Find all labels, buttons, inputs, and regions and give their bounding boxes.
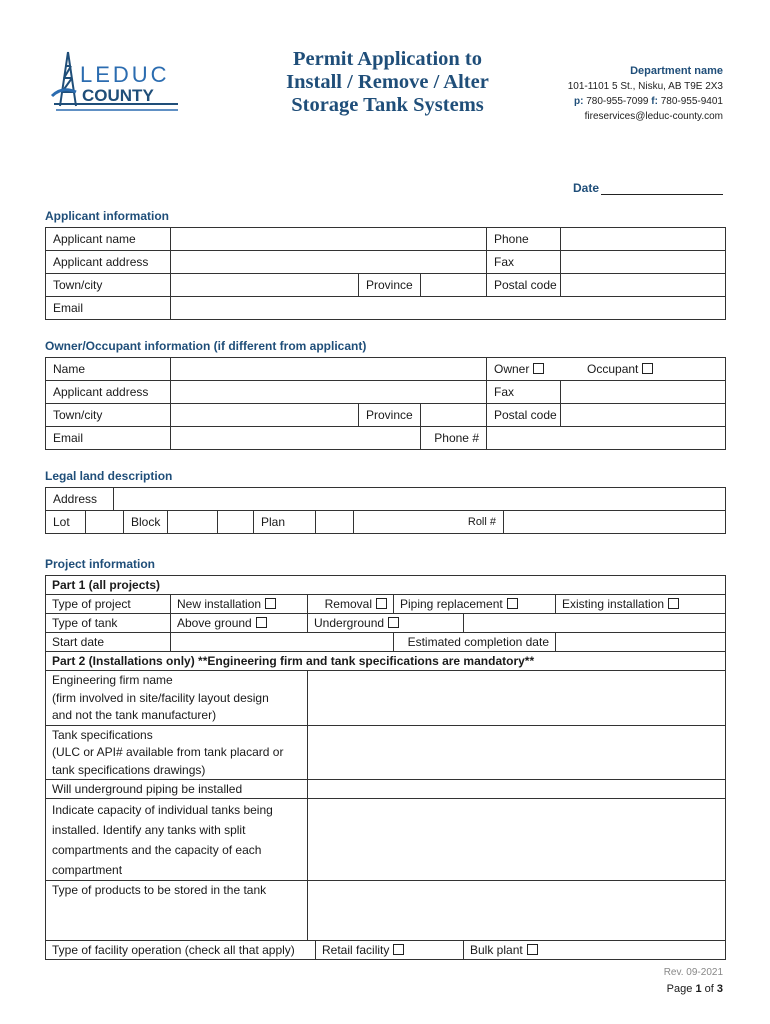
owner-postal-label: Postal code bbox=[487, 404, 561, 427]
applicant-address-field[interactable] bbox=[171, 251, 487, 274]
page-total: 3 bbox=[716, 983, 723, 995]
existing-installation-option bbox=[556, 595, 726, 614]
page-of: of bbox=[704, 983, 714, 995]
type-tank-spacer bbox=[464, 614, 726, 633]
owner-phone-label: Phone # bbox=[421, 427, 487, 450]
owner-province-field[interactable] bbox=[421, 404, 487, 427]
page-number bbox=[667, 983, 723, 995]
applicant-town-label: Town/city bbox=[46, 274, 171, 297]
occupant-label: Occupant bbox=[587, 362, 639, 376]
removal-option bbox=[308, 595, 394, 614]
applicant-address-label: Applicant address bbox=[46, 251, 171, 274]
logo-text-leduc: LEDUC bbox=[80, 62, 170, 87]
owner-email-field[interactable] bbox=[171, 427, 421, 450]
fax-prefix: f: bbox=[651, 96, 658, 107]
owner-postal-field[interactable] bbox=[561, 404, 726, 427]
new-installation-checkbox[interactable] bbox=[265, 598, 276, 609]
eng-firm-line-3: and not the tank manufacturer) bbox=[52, 708, 217, 722]
owner-email-label: Email bbox=[46, 427, 171, 450]
above-ground-label: Above ground bbox=[177, 616, 252, 630]
owner-heading: Owner/Occupant information (if different from applicant) bbox=[45, 339, 367, 353]
applicant-heading: Applicant information bbox=[45, 209, 169, 223]
applicant-name-label: Applicant name bbox=[46, 228, 171, 251]
applicant-table bbox=[45, 227, 726, 320]
owner-province-label: Province bbox=[359, 404, 421, 427]
department-phone: 780-955-7099 bbox=[586, 96, 649, 107]
title-line-3: Storage Tank Systems bbox=[291, 94, 484, 116]
removal-checkbox[interactable] bbox=[376, 598, 387, 609]
bulk-checkbox[interactable] bbox=[527, 944, 538, 955]
applicant-postal-field[interactable] bbox=[561, 274, 726, 297]
facility-label: Type of facility operation (check all that apply) bbox=[46, 941, 316, 960]
part1-heading: Part 1 (all projects) bbox=[46, 576, 726, 595]
department-phone-fax bbox=[545, 94, 723, 109]
land-plan-label: Plan bbox=[254, 511, 316, 534]
existing-installation-label: Existing installation bbox=[562, 597, 665, 611]
land-lot-field[interactable] bbox=[86, 511, 124, 534]
underground-piping-label: Will underground piping be installed bbox=[46, 780, 308, 799]
retail-label: Retail facility bbox=[322, 943, 390, 957]
products-label: Type of products to be stored in the tank bbox=[46, 881, 308, 941]
applicant-postal-label: Postal code bbox=[487, 274, 561, 297]
applicant-province-label: Province bbox=[359, 274, 421, 297]
owner-fax-field[interactable] bbox=[561, 381, 726, 404]
new-installation-label: New installation bbox=[177, 597, 262, 611]
owner-phone-field[interactable] bbox=[487, 427, 726, 450]
date-field[interactable] bbox=[560, 181, 723, 195]
owner-fax-label: Fax bbox=[487, 381, 561, 404]
department-email: fireservices@leduc-county.com bbox=[584, 111, 723, 122]
date-label: Date bbox=[572, 181, 599, 195]
eng-firm-field[interactable] bbox=[308, 671, 726, 726]
title-line-1: Permit Application to bbox=[292, 48, 483, 70]
piping-replacement-option bbox=[394, 595, 556, 614]
logo-text-county: COUNTY bbox=[82, 86, 154, 105]
underground-piping-field[interactable] bbox=[308, 780, 726, 799]
department-fax: 780-955-9401 bbox=[660, 96, 723, 107]
land-address-label: Address bbox=[46, 488, 114, 511]
type-tank-label: Type of tank bbox=[46, 614, 171, 633]
retail-option bbox=[316, 941, 464, 960]
bulk-label: Bulk plant bbox=[470, 943, 523, 957]
eng-firm-line-1: Engineering firm name bbox=[52, 673, 173, 687]
tank-spec-field[interactable] bbox=[308, 725, 726, 780]
department-name: Department name bbox=[630, 65, 723, 77]
land-heading: Legal land description bbox=[45, 469, 173, 483]
leduc-county-logo bbox=[48, 46, 188, 116]
land-block-label: Block bbox=[124, 511, 168, 534]
underground-option bbox=[308, 614, 464, 633]
capacity-field[interactable] bbox=[308, 799, 726, 881]
tank-spec-line-1: Tank specifications bbox=[52, 727, 153, 742]
owner-name-field[interactable] bbox=[171, 358, 487, 381]
page-prefix: Page bbox=[666, 983, 693, 995]
tank-spec-label bbox=[46, 725, 308, 780]
eng-firm-line-2: (firm involved in site/facility layout design bbox=[52, 690, 269, 705]
land-address-field[interactable] bbox=[114, 488, 726, 511]
owner-checkbox[interactable] bbox=[533, 363, 544, 374]
applicant-email-field[interactable] bbox=[171, 297, 726, 320]
project-heading: Project information bbox=[45, 557, 156, 571]
applicant-town-field[interactable] bbox=[171, 274, 359, 297]
land-roll-label: Roll # bbox=[354, 511, 504, 534]
phone-prefix: p: bbox=[573, 96, 584, 107]
capacity-line-3: compartments and the capacity of each bbox=[52, 843, 262, 857]
above-ground-option bbox=[171, 614, 308, 633]
owner-label: Owner bbox=[494, 362, 530, 376]
removal-label: Removal bbox=[324, 597, 372, 611]
project-table bbox=[45, 575, 726, 960]
new-installation-option bbox=[171, 595, 308, 614]
land-roll-field[interactable] bbox=[504, 511, 726, 534]
title-line-2: Install / Remove / Alter bbox=[286, 71, 489, 93]
bulk-option bbox=[464, 941, 726, 960]
start-date-field[interactable] bbox=[171, 633, 394, 652]
applicant-fax-label: Fax bbox=[487, 251, 561, 274]
land-table bbox=[45, 487, 726, 534]
type-project-label: Type of project bbox=[46, 595, 171, 614]
owner-town-label: Town/city bbox=[46, 404, 171, 427]
owner-occupant-choice bbox=[487, 358, 726, 381]
revision-label: Rev. 09-2021 bbox=[663, 967, 723, 978]
retail-checkbox[interactable] bbox=[393, 944, 404, 955]
owner-table bbox=[45, 357, 726, 450]
land-lot-label: Lot bbox=[46, 511, 86, 534]
capacity-line-4: compartment bbox=[52, 863, 123, 877]
capacity-line-1: Indicate capacity of individual tanks being bbox=[52, 803, 273, 817]
underground-label: Underground bbox=[314, 616, 385, 630]
applicant-phone-field[interactable] bbox=[561, 228, 726, 251]
underground-checkbox[interactable] bbox=[388, 617, 399, 628]
land-block-field[interactable] bbox=[218, 511, 254, 534]
tank-spec-line-3: tank specifications drawings) bbox=[52, 762, 206, 777]
applicant-phone-label: Phone bbox=[487, 228, 561, 251]
est-completion-label: Estimated completion date bbox=[394, 633, 556, 652]
start-date-label: Start date bbox=[46, 633, 171, 652]
date-line[interactable] bbox=[601, 182, 723, 195]
department-contact bbox=[545, 64, 723, 124]
piping-replacement-label: Piping replacement bbox=[400, 597, 503, 611]
eng-firm-label bbox=[46, 671, 308, 726]
department-address: 101-1101 5 St., Nisku, AB T9E 2X3 bbox=[567, 81, 723, 92]
owner-address-field[interactable] bbox=[171, 381, 487, 404]
products-field[interactable] bbox=[308, 881, 726, 941]
est-completion-field[interactable] bbox=[556, 633, 726, 652]
page-title bbox=[250, 48, 525, 117]
part2-heading: Part 2 (Installations only) **Engineering firm and tank specifications are mandatory** bbox=[46, 652, 726, 671]
tank-spec-line-2: (ULC or API# available from tank placard or bbox=[52, 745, 284, 759]
land-plan-field[interactable] bbox=[316, 511, 354, 534]
above-ground-checkbox[interactable] bbox=[256, 617, 267, 628]
capacity-line-2: installed. Identify any tanks with split bbox=[52, 823, 246, 837]
owner-town-field[interactable] bbox=[171, 404, 359, 427]
owner-address-label: Applicant address bbox=[46, 381, 171, 404]
occupant-checkbox[interactable] bbox=[642, 363, 653, 374]
applicant-fax-field[interactable] bbox=[561, 251, 726, 274]
land-block-spacer bbox=[168, 511, 218, 534]
applicant-name-field[interactable] bbox=[171, 228, 487, 251]
applicant-province-field[interactable] bbox=[421, 274, 487, 297]
page-current: 1 bbox=[695, 983, 702, 995]
existing-installation-checkbox[interactable] bbox=[668, 598, 679, 609]
capacity-label bbox=[46, 799, 308, 881]
piping-replacement-checkbox[interactable] bbox=[507, 598, 518, 609]
applicant-email-label: Email bbox=[46, 297, 171, 320]
owner-name-label: Name bbox=[46, 358, 171, 381]
